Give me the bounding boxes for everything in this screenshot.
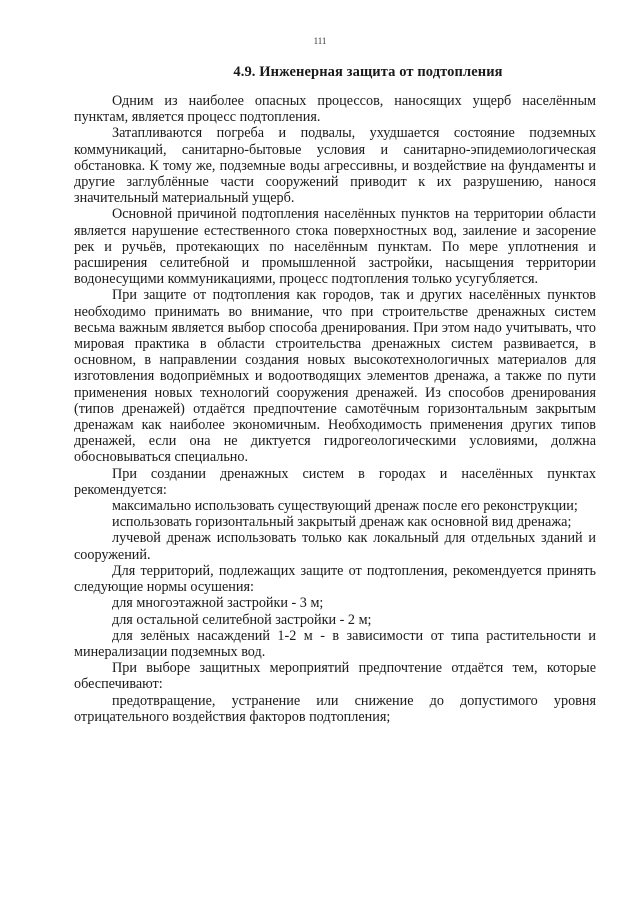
list-item: для многоэтажной застройки - 3 м;: [112, 595, 324, 612]
list-item: максимально использовать существующий дренаж после его реконструкции;: [112, 498, 578, 515]
section-heading: 4.9. Инженерная защита от подтопления: [233, 64, 503, 80]
paragraph-consequences: Затапливаются погреба и подвалы, ухудшается состояние подземных коммуникаций, санитарно-бытовые условия и санитарно-эпидемиологическая обстановка. К тому же, подземные воды агрессивны, и воздействие на фундаменты и другие заглублённые части сооружений приводит к их разрушению, нанося значительный материальный ущерб.: [74, 125, 596, 207]
paragraph-causes: Основной причиной подтопления населённых пунктов на территории области является нарушение естественного стока поверхностных вод, заиление и засорение рек и ручьёв, протекающих по населённым пунктам. По мере уплотнения и расширения селитебной и промышленной застройки, насыщения территории водонесущими коммуникациями, процесс подтопления только усугубляется.: [74, 206, 596, 288]
list-item: использовать горизонтальный закрытый дренаж как основной вид дренажа;: [112, 514, 572, 531]
list-item: для зелёных насаждений 1-2 м - в зависимости от типа растительности и минерализации подземных вод.: [74, 627, 596, 660]
paragraph-protective-measures: При выборе защитных мероприятий предпочтение отдаётся тем, которые обеспечивают:: [74, 660, 596, 693]
paragraph-drainage-norms: Для территорий, подлежащих защите от подтопления, рекомендуется принять следующие нормы осушения:: [74, 562, 596, 596]
paragraph-drainage-choice: При защите от подтопления как городов, так и других населённых пунктов необходимо принимать во внимание, что при строительстве дренажных систем весьма важным является выбор способа дренирования. При этом надо учитывать, что мировая практика в области строительства дренажных систем развивается, в основном, в направлении создания новых высокотехнологичных материалов для изготовления водоприёмных и водоотводящих элементов дренажа, а также по пути применения новых технологий сооружения дренажей. Из способов дренирования (типов дренажей) отдаётся предпочтение самотёчным горизонтальным закрытым дренажам как наиболее экономичным. Необходимость применения других типов дренажей, если она не диктуется гидрогеологическими условиями, должна обосновываться специально.: [74, 287, 596, 466]
list-item: лучевой дренаж использовать только как локальный для отдельных зданий и сооружений.: [74, 530, 596, 563]
paragraph-recommendations-intro: При создании дренажных систем в городах и населённых пунктах рекомендуется:: [74, 465, 596, 498]
paragraph-intro: Одним из наиболее опасных процессов, наносящих ущерб населённым пунктам, является процесс подтопления.: [74, 93, 596, 126]
page-number: 111: [313, 36, 327, 46]
list-item: для остальной селитебной застройки - 2 м;: [112, 611, 372, 628]
body-text: [74, 93, 596, 725]
list-item: предотвращение, устранение или снижение до допустимого уровня отрицательного воздействия факторов подтопления;: [74, 692, 596, 725]
